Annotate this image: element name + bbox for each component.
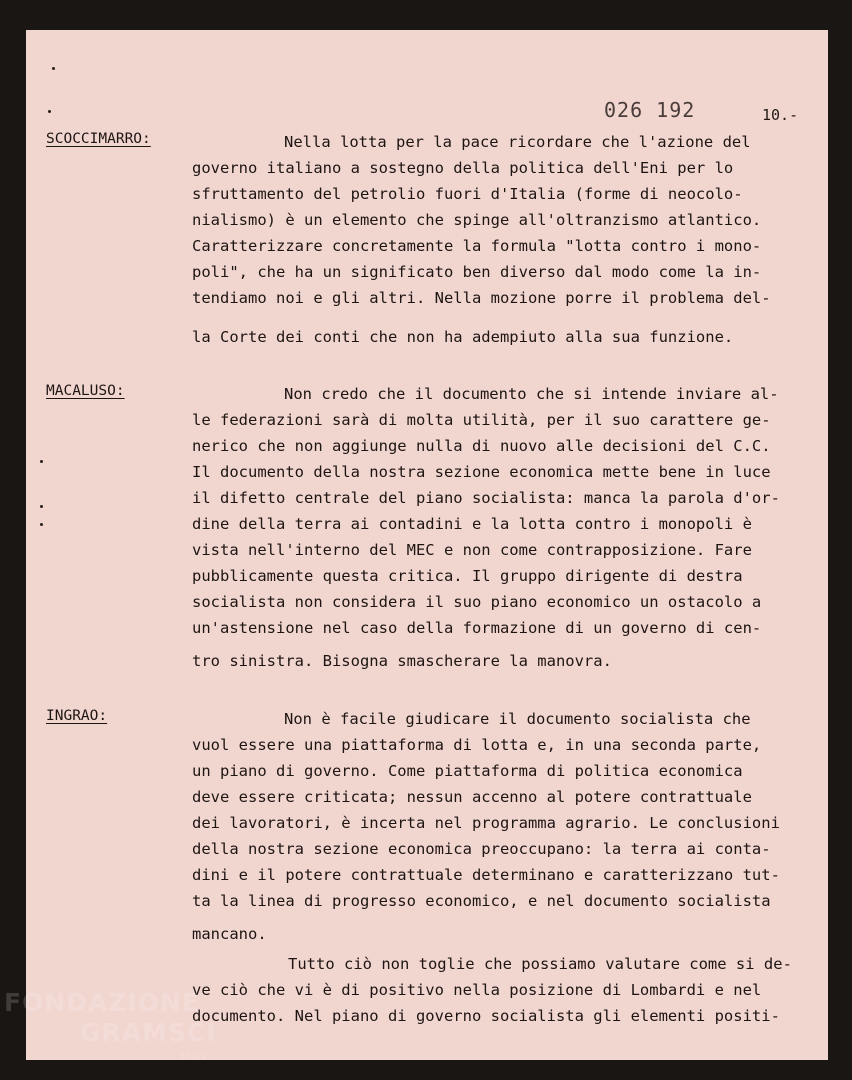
speaker-label: INGRAO: xyxy=(46,708,108,724)
text-line: sfruttamento del petrolio fuori d'Italia (forme di neocolo- xyxy=(192,185,743,203)
speaker-label: SCOCCIMARRO: xyxy=(46,131,151,147)
text-line: deve essere criticata; nessun accenno al potere contrattuale xyxy=(192,788,752,806)
document-page xyxy=(26,30,828,1060)
speaker-label: MACALUSO: xyxy=(46,383,125,399)
text-line: governo italiano a sostegno della politica dell'Eni per lo xyxy=(192,159,734,177)
text-line: nialismo) è un elemento che spinge all'oltranzismo atlantico. xyxy=(192,211,762,229)
margin-mark xyxy=(40,505,43,508)
text-line: le federazioni sarà di molta utilità, per il suo carattere ge- xyxy=(192,411,771,429)
text-line: nerico che non aggiunge nulla di nuovo alle decisioni del C.C. xyxy=(192,437,771,455)
text-line: socialista non considera il suo piano economico un ostacolo a xyxy=(192,593,762,611)
text-line: poli", che ha un significato ben diverso dal modo come la in- xyxy=(192,263,762,281)
text-line: della nostra sezione economica preoccupano: la terra ai conta- xyxy=(192,840,771,858)
text-line: pubblicamente questa critica. Il gruppo dirigente di destra xyxy=(192,567,743,585)
fondazione-gramsci-watermark xyxy=(4,988,217,1061)
text-line: ta la linea di progresso economico, e nel documento socialista xyxy=(192,892,771,910)
text-line: il difetto centrale del piano socialista: manca la parola d'or- xyxy=(192,489,780,507)
watermark-line-2: GRAMSCI xyxy=(80,1018,217,1047)
text-line: vista nell'interno del MEC e non come contrapposizione. Fare xyxy=(192,541,752,559)
text-line: Il documento della nostra sezione economica mette bene in luce xyxy=(192,463,771,481)
text-line: Non credo che il documento che si intende inviare al- xyxy=(284,385,779,403)
text-line: tendiamo noi e gli altri. Nella mozione porre il problema del- xyxy=(192,289,771,307)
text-line: dini e il potere contrattuale determinano e caratterizzano tut- xyxy=(192,866,780,884)
text-line: tro sinistra. Bisogna smascherare la manovra. xyxy=(192,652,612,670)
text-line: Caratterizzare concretamente la formula "lotta contro i mono- xyxy=(192,237,762,255)
text-line: dine della terra ai contadini e la lotta contro i monopoli è xyxy=(192,515,752,533)
text-line: documento. Nel piano di governo socialista gli elementi positi- xyxy=(192,1007,780,1025)
page-number: 10.- xyxy=(762,106,799,124)
watermark-line-3: onlus xyxy=(180,1052,207,1061)
text-line: Tutto ciò non toglie che possiamo valutare come si de- xyxy=(288,955,792,973)
document-number: 026 192 xyxy=(604,98,696,122)
text-line: Non è facile giudicare il documento socialista che xyxy=(284,710,751,728)
text-line: un piano di governo. Come piattaforma di politica economica xyxy=(192,762,743,780)
margin-mark xyxy=(40,523,43,526)
text-line: la Corte dei conti che non ha adempiuto alla sua funzione. xyxy=(192,328,734,346)
watermark-line-1: FONDAZIONE xyxy=(4,988,201,1017)
text-line: ve ciò che vi è di positivo nella posizione di Lombardi e nel xyxy=(192,981,762,999)
text-line: vuol essere una piattaforma di lotta e, in una seconda parte, xyxy=(192,736,762,754)
text-line: dei lavoratori, è incerta nel programma agrario. Le conclusioni xyxy=(192,814,780,832)
margin-mark xyxy=(40,460,43,463)
margin-mark xyxy=(48,110,51,113)
text-line: Nella lotta per la pace ricordare che l'azione del xyxy=(284,133,751,151)
text-line: mancano. xyxy=(192,925,267,943)
text-line: un'astensione nel caso della formazione di un governo di cen- xyxy=(192,619,762,637)
margin-mark xyxy=(52,67,55,70)
